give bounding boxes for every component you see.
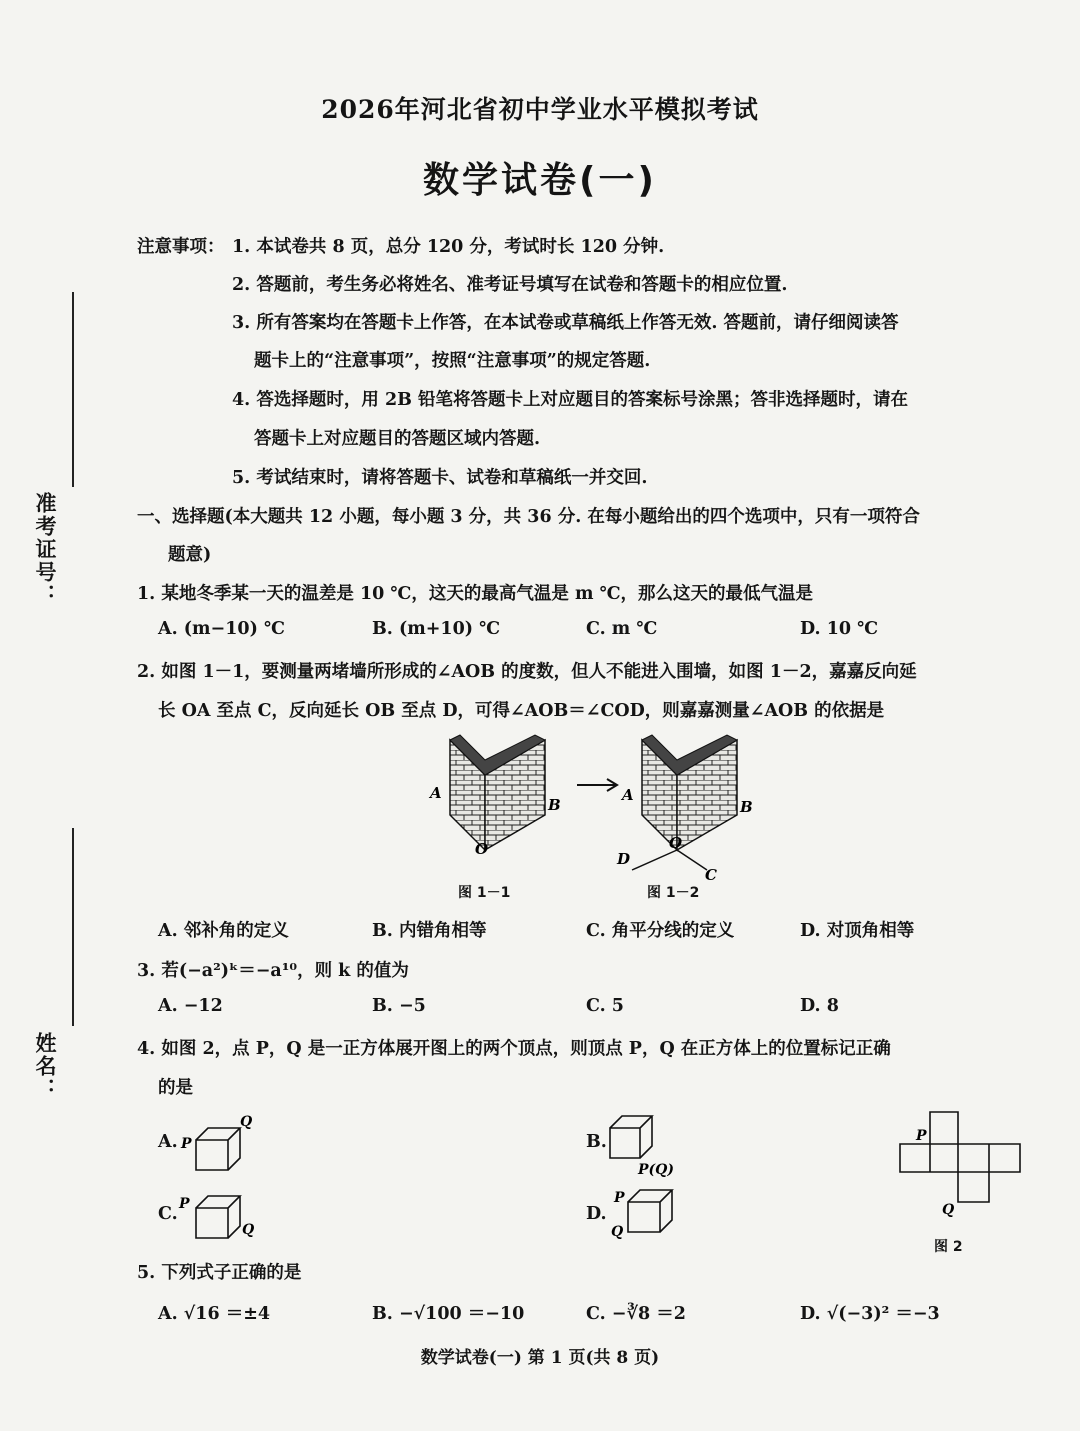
question-2-stem: 2. 如图 1－1，要测量两堵墙所形成的∠AOB 的度数，但人不能进入围墙，如图 1－2，嘉嘉反向延	[137, 662, 917, 682]
exam-number-label: 准考证号：	[33, 492, 57, 607]
cube-a-label-p: P	[181, 1136, 192, 1152]
fig1-label-a: A	[430, 784, 442, 802]
q3-option-a: A. −12	[158, 996, 223, 1016]
section-heading: 一、选择题(本大题共 12 小题，每小题 3 分，共 36 分. 在每小题给出的四个选项中，只有一项符合	[137, 507, 920, 527]
cube-a-label-q: Q	[240, 1114, 253, 1130]
wall-figure-1-1	[420, 730, 580, 880]
cube-option-a	[178, 1112, 258, 1177]
notice-item: 3. 所有答案均在答题卡上作答，在本试卷或草稿纸上作答无效. 答题前，请仔细阅读答	[232, 313, 899, 333]
fig2-label-a: A	[622, 786, 634, 804]
notice-item: 2. 答题前，考生务必将姓名、准考证号填写在试卷和答题卡的相应位置.	[232, 275, 788, 295]
question-1-stem: 1. 某地冬季某一天的温差是 10 ℃，这天的最高气温是 m ℃，那么这天的最低气温是	[137, 584, 814, 604]
q2-option-b: B. 内错角相等	[372, 921, 487, 941]
q5-option-b: B. −√100 ＝−10	[372, 1304, 525, 1324]
cube-c-label-q: Q	[242, 1222, 255, 1238]
q4-option-a: A.	[158, 1132, 178, 1152]
question-4-stem: 4. 如图 2，点 P，Q 是一正方体展开图上的两个顶点，则顶点 P，Q 在正方体上的位置标记正确	[137, 1039, 891, 1059]
question-3-stem: 3. 若(−a²)ᵏ＝−a¹⁰，则 k 的值为	[137, 961, 409, 981]
net-label-q: Q	[942, 1202, 955, 1218]
cube-option-b	[604, 1108, 694, 1178]
net-label-p: P	[916, 1128, 927, 1144]
fig2-label-c: C	[705, 866, 717, 880]
exam-number-line	[72, 292, 74, 487]
cube-b-label-pq: P(Q)	[638, 1162, 674, 1178]
notice-item: 5. 考试结束时，请将答题卡、试卷和草稿纸一并交回.	[232, 468, 648, 488]
notice-item: 4. 答选择题时，用 2B 铅笔将答题卡上对应题目的答案标号涂黑；答非选择题时，请在	[232, 390, 909, 410]
q5-option-d: D. √(−3)² ＝−3	[800, 1304, 940, 1324]
q3-option-c: C. 5	[586, 996, 624, 1016]
cube-option-d	[606, 1182, 686, 1242]
q4-option-c: C.	[158, 1204, 178, 1224]
q1-option-d: D. 10 ℃	[800, 619, 879, 639]
wall-figure-1-2	[612, 730, 772, 880]
q3-option-b: B. −5	[372, 996, 426, 1016]
q3-option-d: D. 8	[800, 996, 839, 1016]
notice-label: 注意事项：	[137, 237, 225, 257]
fig2-label-o: O	[669, 834, 683, 852]
q1-option-c: C. m ℃	[586, 619, 658, 639]
fig-1-2-caption: 图 1－2	[647, 885, 700, 901]
exam-title: 2026年河北省初中学业水平模拟考试	[321, 95, 759, 124]
question-2-stem-cont: 长 OA 至点 C，反向延长 OB 至点 D，可得∠AOB＝∠COD，则嘉嘉测量∠AOB 的依据是	[158, 701, 885, 721]
name-line	[72, 828, 74, 1026]
q5-option-a: A. √16 ＝±4	[158, 1304, 271, 1324]
cube-option-c	[176, 1188, 266, 1248]
notice-item: 题卡上的“注意事项”，按照“注意事项”的规定答题.	[254, 351, 651, 371]
q4-option-b: B.	[586, 1132, 607, 1152]
fig2-label-b: B	[740, 798, 753, 816]
question-5-stem: 5. 下列式子正确的是	[137, 1263, 302, 1283]
cube-d-label-q: Q	[611, 1224, 624, 1240]
q2-option-c: C. 角平分线的定义	[586, 921, 735, 941]
fig-1-1-caption: 图 1－1	[458, 885, 511, 901]
name-label: 姓名：	[33, 1032, 57, 1101]
paper-title: 数学试卷(一)	[423, 160, 657, 201]
q1-option-a: A. (m−10) ℃	[158, 619, 285, 639]
fig1-label-o: O	[475, 840, 489, 858]
cube-d-label-p: P	[614, 1190, 625, 1206]
page-footer: 数学试卷(一) 第 1 页(共 8 页)	[420, 1348, 660, 1368]
question-4-stem-cont: 的是	[158, 1078, 193, 1098]
cube-net-figure	[896, 1108, 1028, 1218]
q2-option-d: D. 对顶角相等	[800, 921, 915, 941]
fig1-label-b: B	[548, 796, 561, 814]
section-heading-cont: 题意)	[168, 545, 212, 565]
q4-option-d: D.	[586, 1204, 607, 1224]
fig-2-caption: 图 2	[934, 1239, 963, 1255]
cube-c-label-p: P	[179, 1196, 190, 1212]
fig2-label-d: D	[617, 850, 631, 868]
notice-item: 答题卡上对应题目的答题区域内答题.	[254, 429, 541, 449]
q5-option-c: C. −∛8 ＝2	[586, 1304, 686, 1324]
q1-option-b: B. (m+10) ℃	[372, 619, 501, 639]
q2-option-a: A. 邻补角的定义	[158, 921, 289, 941]
notice-item: 1. 本试卷共 8 页，总分 120 分，考试时长 120 分钟.	[232, 237, 665, 257]
